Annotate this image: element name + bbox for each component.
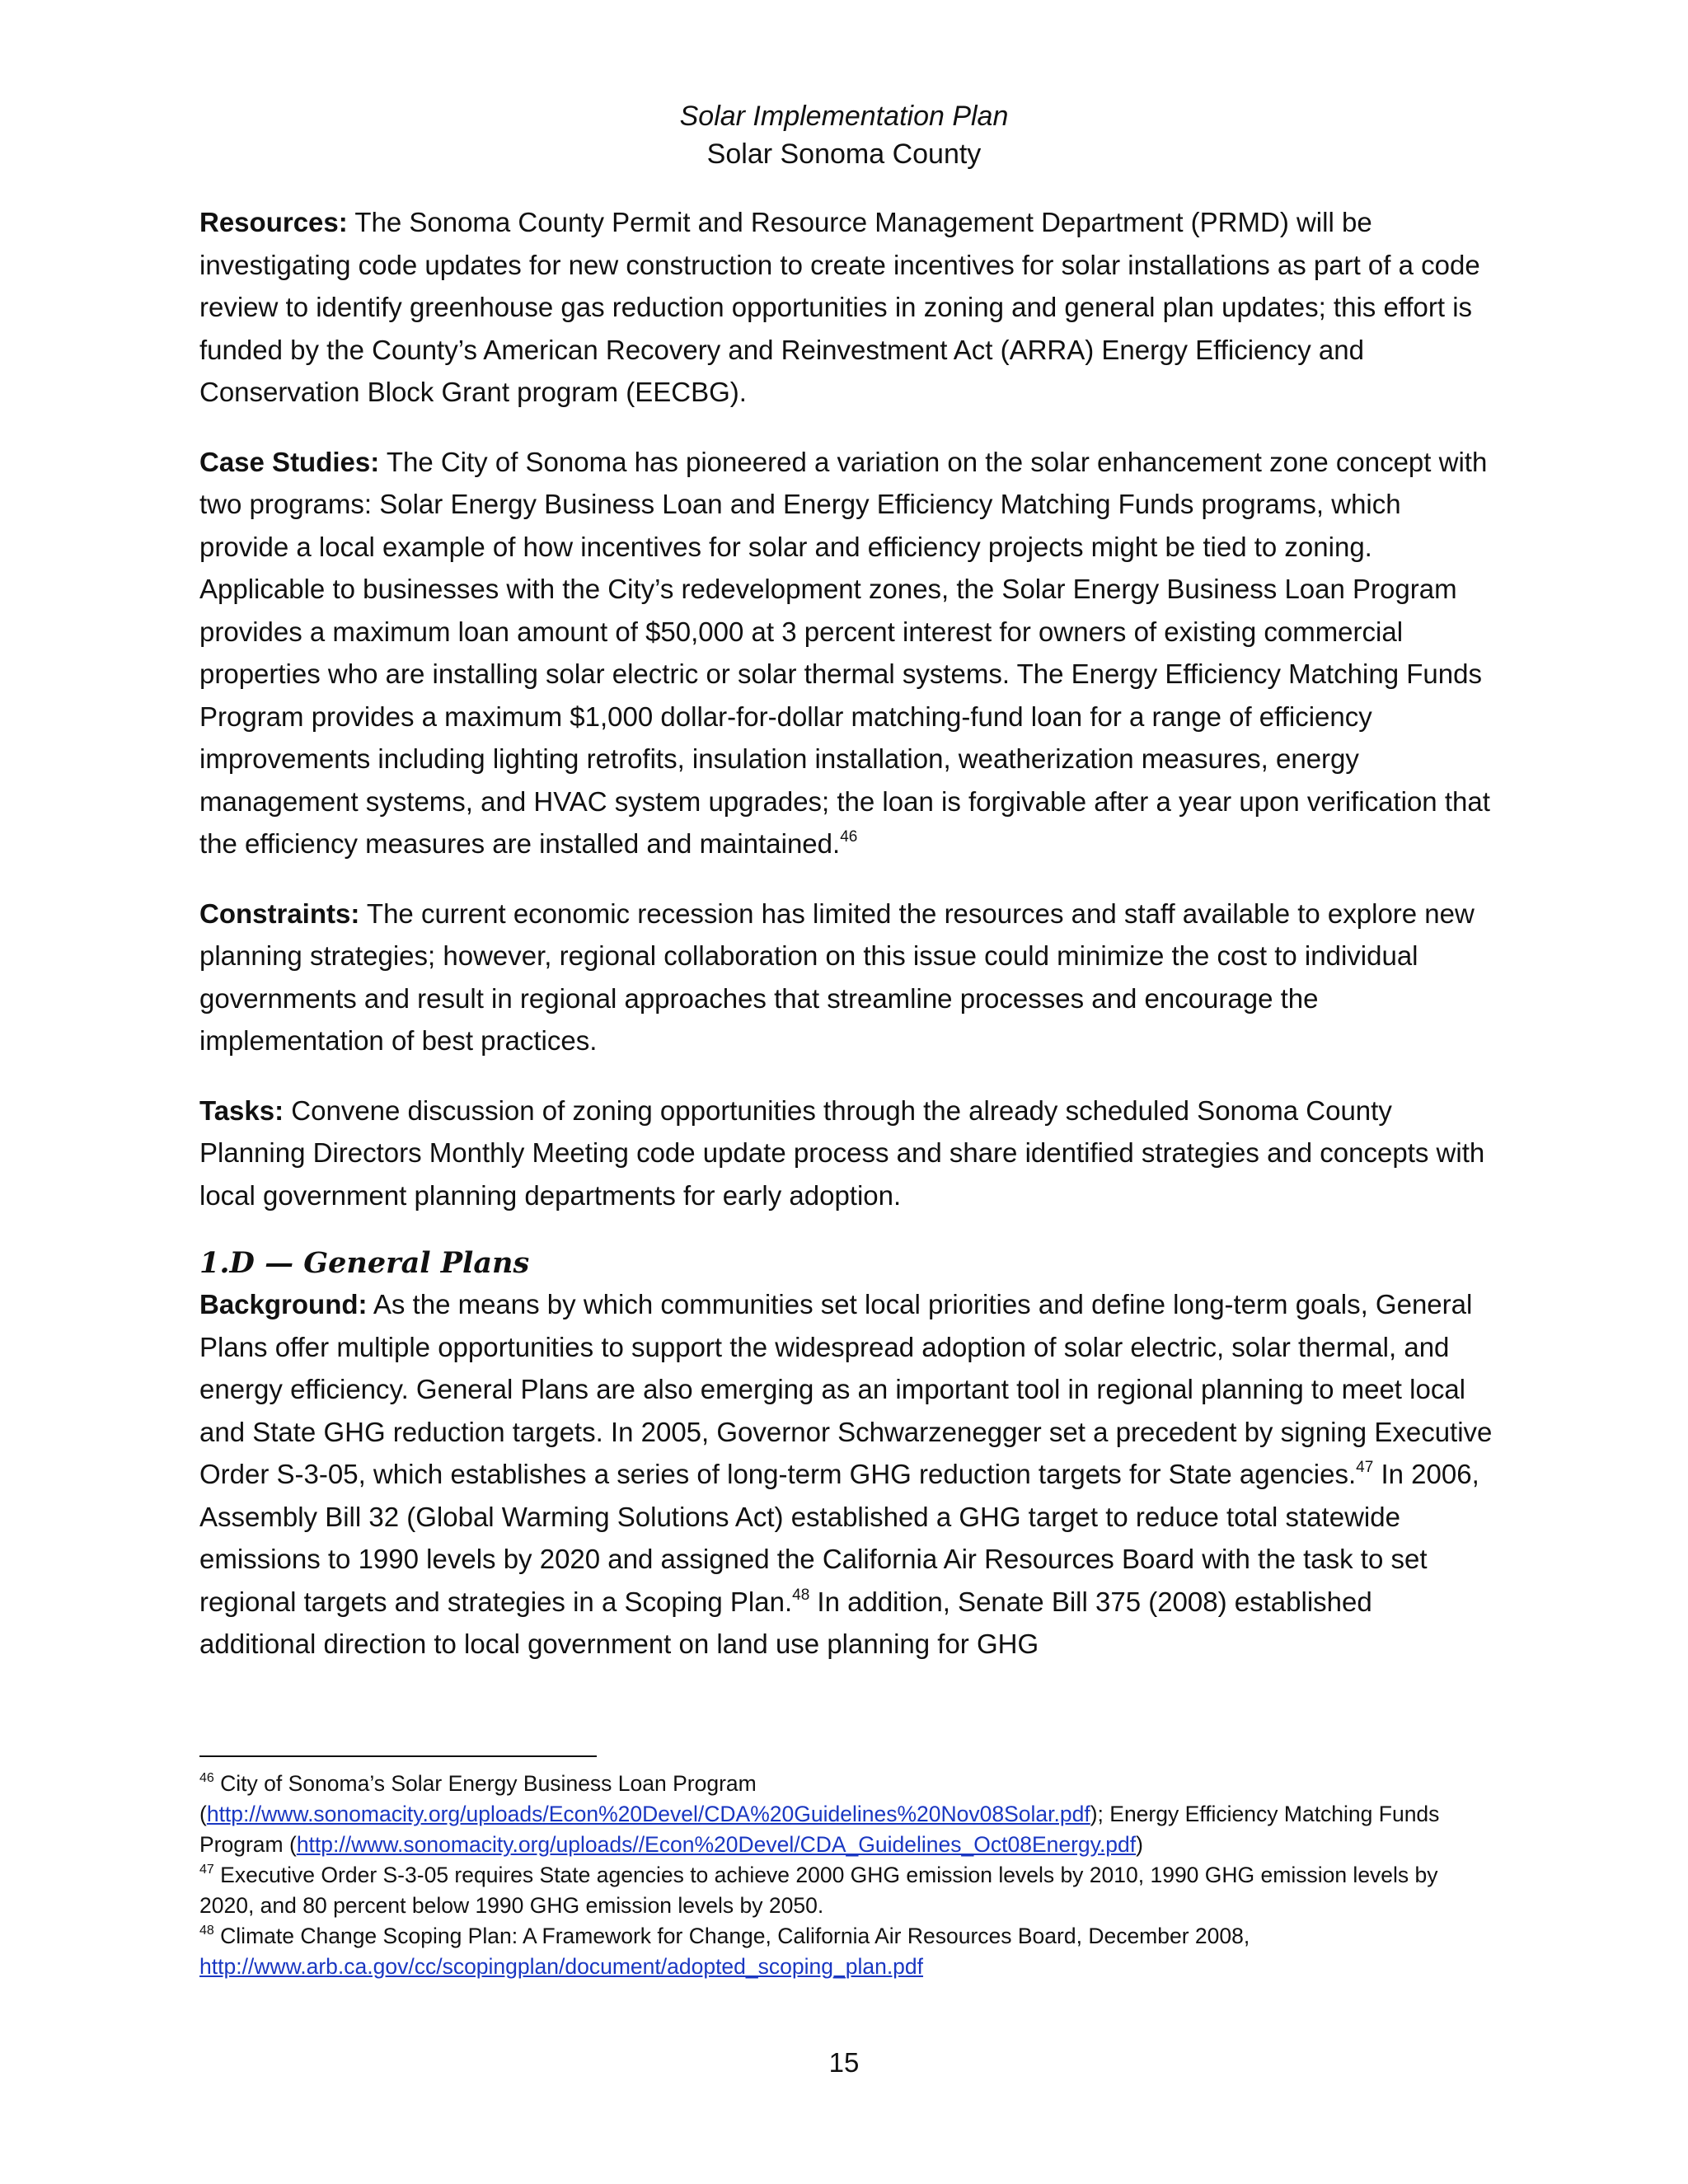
footnote-ref-48[interactable]: 48 — [792, 1586, 810, 1604]
resources-text: The Sonoma County Permit and Resource Management Department (PRMD) will be investigating code updates for new construction to create incentives for solar installations as part of a code review to identify greenhouse gas reduction opportunities in zoning and general plan updates; this effort is funded by the County’s American Recovery and Reinvestment Act (ARRA) Energy Efficiency and Conservation Block Grant program (EECBG). — [199, 207, 1480, 407]
section-heading-general-plans: 1.D — General Plans — [199, 1246, 530, 1280]
footnote-46-link-energy[interactable]: http://www.sonomacity.org/uploads//Econ%20Devel/CDA_Guidelines_Oct08Energy.pdf — [296, 1832, 1137, 1857]
footnote-48-text: Climate Change Scoping Plan: A Framework for Change, California Air Resources Board, December 2008, — [213, 1924, 1250, 1948]
background-text-2: In 2006, Assembly Bill 32 (Global Warming Solutions Act) established a GHG target to reduce total statewide emissions to 1990 levels by 2020 and assigned the California Air Resources Board with the task to set regional targets and strategies in a Scoping Plan. — [199, 1459, 1479, 1617]
tasks-paragraph — [199, 1090, 1493, 1217]
case-studies-text: The City of Sonoma has pioneered a variation on the solar enhancement zone concept with two programs: Solar Energy Business Loan and Energy Efficiency Matching Funds programs, which provide a local example of how incentives for solar and efficiency projects might be tied to zoning. Applicable to businesses with the City’s redevelopment zones, the Solar Energy Business Loan Program provides a maximum loan amount of $50,000 at 3 percent interest for owners of existing commercial properties who are installing solar electric or solar thermal systems. The Energy Efficiency Matching Funds Program provides a maximum $1,000 dollar-for-dollar matching-fund loan for a range of efficiency improvements including lighting retrofits, insulation installation, weatherization measures, energy management systems, and HVAC system upgrades; the loan is forgivable after a year upon verification that the efficiency measures are installed and maintained. — [199, 446, 1490, 859]
footnote-46 — [199, 1769, 1493, 1860]
resources-label: Resources: — [199, 207, 348, 237]
constraints-label: Constraints: — [199, 898, 360, 929]
footnote-47 — [199, 1860, 1493, 1921]
footnote-46-paren-close: ) — [1136, 1832, 1143, 1857]
header-title: Solar Implementation Plan — [679, 101, 1009, 132]
footnote-48-number: 48 — [199, 1924, 214, 1938]
footnote-divider — [199, 1755, 597, 1757]
tasks-label: Tasks: — [199, 1094, 284, 1126]
page-number: 15 — [828, 2047, 860, 2078]
case-studies-label: Case Studies: — [199, 446, 380, 477]
background-paragraph — [199, 1283, 1493, 1666]
background-label: Background: — [199, 1289, 368, 1319]
footnote-48-link[interactable]: http://www.arb.ca.gov/cc/scopingplan/document/adopted_scoping_plan.pdf — [199, 1954, 924, 1979]
background-text-3: In addition, Senate Bill 375 (2008) established additional direction to local government on land use planning for GHG — [199, 1586, 1372, 1659]
resources-paragraph — [199, 201, 1493, 414]
page-header — [0, 97, 1688, 173]
footnote-48 — [199, 1921, 1493, 1982]
constraints-paragraph — [199, 893, 1493, 1062]
footnotes — [199, 1769, 1493, 1982]
footnote-46-paren-open: ( — [199, 1802, 207, 1826]
body-text — [199, 201, 1493, 1666]
footnote-46-text-b: ); Energy Efficiency Matching Funds Program ( — [199, 1802, 1440, 1857]
constraints-text: The current economic recession has limited the resources and staff available to explore new planning strategies; however, regional collaboration on this issue could minimize the cost to individual governments and result in regional approaches that streamline processes and encourage the implementation of best practices. — [199, 898, 1475, 1056]
footnote-47-text: Executive Order S-3-05 requires State agencies to achieve 2000 GHG emission levels by 2010, 1990 GHG emission levels by 2020, and 80 percent below 1990 GHG emission levels by 2050. — [199, 1863, 1438, 1918]
footnote-46-text: City of Sonoma’s Solar Energy Business Loan Program — [213, 1771, 757, 1796]
case-studies-paragraph — [199, 441, 1493, 865]
header-subtitle: Solar Sonoma County — [706, 138, 982, 170]
footnote-46-number: 46 — [199, 1771, 214, 1785]
background-text-1: As the means by which communities set local priorities and define long-term goals, General Plans offer multiple opportunities to support the widespread adoption of solar electric, solar thermal, and energy efficiency. General Plans are also emerging as an important tool in regional planning to meet local and State GHG reduction targets. In 2005, Governor Schwarzenegger set a precedent by signing Executive Order S-3-05, which establishes a series of long-term GHG reduction targets for State agencies. — [199, 1289, 1493, 1489]
footnote-47-number: 47 — [199, 1863, 214, 1877]
footnote-46-link-solar[interactable]: http://www.sonomacity.org/uploads/Econ%20Devel/CDA%20Guidelines%20Nov08Solar.pdf — [206, 1802, 1090, 1826]
footnote-ref-47[interactable]: 47 — [1356, 1459, 1374, 1476]
footnote-ref-46[interactable]: 46 — [840, 828, 858, 846]
tasks-text: Convene discussion of zoning opportunities through the already scheduled Sonoma County Planning Directors Monthly Meeting code update process and share identified strategies and concepts with local government planning departments for early adoption. — [199, 1094, 1485, 1211]
